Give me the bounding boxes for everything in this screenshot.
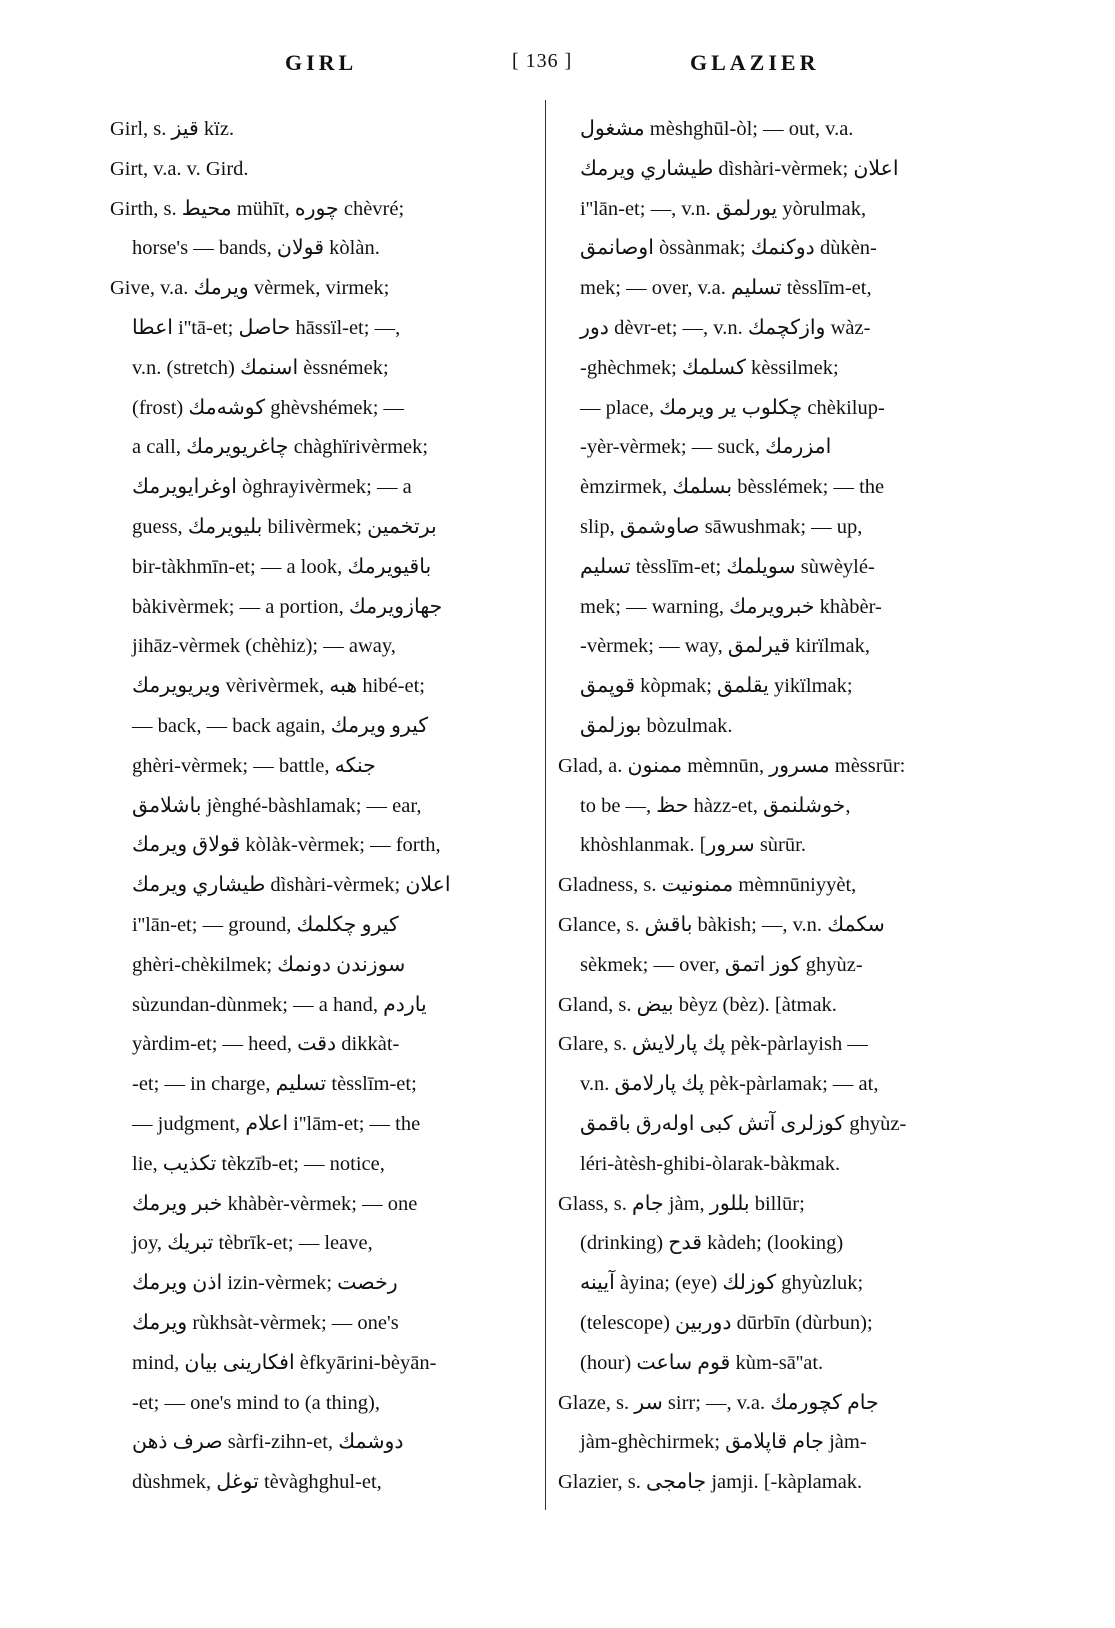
dictionary-line: كوزلرى آتش كبى اولەرق باقمق ghyùz- (580, 1112, 907, 1135)
dictionary-line: — back, — back again, كيرو ويرمك (132, 714, 429, 737)
column-divider (545, 100, 546, 1510)
dictionary-line: باشلامق jènghé-bàshlamak; — ear, (132, 794, 422, 817)
dictionary-line: طيشاري ويرمك dìshàri-vèrmek; اعلان (132, 874, 451, 897)
dictionary-line: sùzundan-dùnmek; — a hand, ياردم (132, 993, 427, 1016)
dictionary-line: slip, صاوشمق sāwushmak; — up, (580, 515, 863, 538)
dictionary-line: -et; — one's mind to (a thing), (132, 1391, 380, 1414)
dictionary-line: ويرمك rùkhsàt-vèrmek; — one's (132, 1311, 399, 1334)
dictionary-line: -et; — in charge, تسليم tèsslīm-et; (132, 1073, 417, 1096)
dictionary-line: (telescope) دوربين dūrbīn (dùrbun); (580, 1311, 873, 1334)
dictionary-line: Girth, s. محيط mühīt, چورە chèvré; (110, 197, 405, 220)
right-column (558, 110, 998, 1503)
dictionary-line: مشغول mèshghūl-òl; — out, v.a. (580, 118, 854, 140)
dictionary-line: to be —, حظ hàzz-et, خوشلنمق, (580, 794, 851, 817)
dictionary-line: صرف ذهن sàrfi-zihn-et, دوشمك (132, 1431, 404, 1454)
dictionary-line: v.n. (stretch) اسنمك èssnémek; (132, 356, 389, 379)
dictionary-line: ghèri-vèrmek; — battle, جنكه (132, 754, 376, 777)
dictionary-line: -yèr-vèrmek; — suck, امزرمك (580, 436, 832, 459)
dictionary-line: Gland, s. بيض bèyz (bèz). [àtmak. (558, 993, 837, 1016)
dictionary-line: i''lān-et; — ground, كيرو چكلمك (132, 913, 399, 936)
dictionary-line: (drinking) قدح kàdeh; (looking) (580, 1232, 844, 1255)
dictionary-line: بوزلمق bòzulmak. (580, 714, 733, 737)
header-right-guide-word: GLAZIER (690, 50, 820, 75)
dictionary-line: bàkivèrmek; — a portion, جهازويرمك (132, 595, 443, 618)
dictionary-line: mind, افكارينى بيان èfkyārini-bèyān- (132, 1351, 437, 1374)
dictionary-line: اوغرايويرمك òghrayivèrmek; — a (132, 476, 412, 499)
dictionary-line: jihāz-vèrmek (chèhiz); — away, (132, 635, 396, 658)
dictionary-line: a call, چاغريويرمك chàghïrivèrmek; (132, 436, 429, 459)
dictionary-line: léri-àtèsh-ghibi-òlarak-bàkmak. (580, 1152, 841, 1175)
header-left-guide-word: GIRL (285, 50, 358, 75)
dictionary-line: dùshmek, توغل tèvàghghul-et, (132, 1471, 382, 1494)
dictionary-line: bir-tàkhmīn-et; — a look, باقيويرمك (132, 555, 432, 578)
dictionary-line: Girt, v.a. v. Gird. (110, 157, 249, 180)
dictionary-line: v.n. پك پارلامق pèk-pàrlamak; — at, (580, 1073, 879, 1096)
dictionary-line: Glazier, s. جامجى jamji. [-kàplamak. (558, 1471, 863, 1494)
dictionary-line: mek; — warning, خبرويرمك khàbèr- (580, 595, 882, 618)
dictionary-line: jàm-ghèchirmek; جام قاپلامق jàm- (580, 1431, 867, 1454)
page-number: [ 136 ] (512, 50, 573, 72)
dictionary-line: قوپمق kòpmak; يقلمق yikïlmak; (580, 675, 853, 698)
dictionary-line: ويريويرمك vèrivèrmek, هبه hibé-et; (132, 675, 425, 698)
dictionary-line: Girl, s. قيز kïz. (110, 118, 235, 140)
running-header (0, 44, 1115, 84)
dictionary-line: اعطا i''tā-et; حاصل hāssïl-et; —, (132, 316, 401, 339)
dictionary-line: (hour) قوم ساعت kùm-sā''at. (580, 1351, 824, 1374)
dictionary-line: — place, چكلوب ير ويرمك chèkilup- (580, 396, 885, 419)
dictionary-line: خبر ويرمك khàbèr-vèrmek; — one (132, 1192, 418, 1215)
dictionary-line: قولاق ويرمك kòlàk-vèrmek; — forth, (132, 834, 441, 857)
dictionary-line: mek; — over, v.a. تسليم tèsslīm-et, (580, 277, 872, 300)
dictionary-line: Give, v.a. ويرمك vèrmek, virmek; (110, 277, 390, 300)
dictionary-line: Glass, s. جام jàm, بللور billūr; (558, 1192, 805, 1215)
dictionary-line: sèkmek; — over, كوز اتمق ghyùz- (580, 953, 863, 976)
left-column (110, 110, 528, 1503)
dictionary-line: horse's — bands, قولان kòlàn. (132, 237, 380, 260)
dictionary-line: اوصانمق òssànmak; دوكنمك dùkèn- (580, 237, 877, 260)
dictionary-line: تسليم tèsslīm-et; سويلمك sùwèylé- (580, 555, 875, 578)
dictionary-line: lie, تكذيب tèkzīb-et; — notice, (132, 1152, 385, 1175)
dictionary-line: joy, تبريك tèbrīk-et; — leave, (132, 1232, 373, 1255)
dictionary-line: guess, بليويرمك bilivèrmek; برتخمين (132, 515, 437, 538)
dictionary-line: Glare, s. پك پارلايش pèk-pàrlayish — (558, 1033, 868, 1056)
dictionary-line: Gladness, s. ممنونيت mèmnūniyyèt, (558, 874, 857, 897)
dictionary-line: i''lān-et; —, v.n. يورلمق yòrulmak, (580, 197, 867, 220)
dictionary-line: — judgment, اعلام i''lām-et; — the (132, 1112, 421, 1135)
dictionary-line: اذن ويرمك izin-vèrmek; رخصت (132, 1272, 398, 1295)
dictionary-line: ghèri-chèkilmek; سوزندن دونمك (132, 953, 406, 976)
dictionary-line: khòshlanmak. [سرور sùrūr. (580, 834, 806, 857)
dictionary-line: طيشاري ويرمك dìshàri-vèrmek; اعلان (580, 157, 899, 180)
dictionary-line: Glance, s. باقش bàkish; —, v.n. سكمك (558, 913, 885, 936)
dictionary-line: دور dèvr-et; —, v.n. وازكچمك wàz- (580, 316, 871, 339)
dictionary-line: (frost) كوشەمك ghèvshémek; — (132, 396, 405, 419)
dictionary-line: -ghèchmek; كسلمك kèssilmek; (580, 356, 839, 379)
dictionary-line: èmzirmek, بسلمك bèsslémek; — the (580, 476, 885, 499)
dictionary-line: Glaze, s. سر sirr; —, v.a. جام كچورمك (558, 1391, 879, 1414)
dictionary-line: Glad, a. ممنون mèmnūn, مسرور mèssrūr: (558, 754, 906, 777)
dictionary-line: -vèrmek; — way, قيرلمق kirïlmak, (580, 635, 871, 658)
dictionary-line: yàrdim-et; — heed, دقت dikkàt- (132, 1033, 400, 1056)
dictionary-line: آيينه àyina; (eye) كوزلك ghyùzluk; (580, 1272, 864, 1295)
